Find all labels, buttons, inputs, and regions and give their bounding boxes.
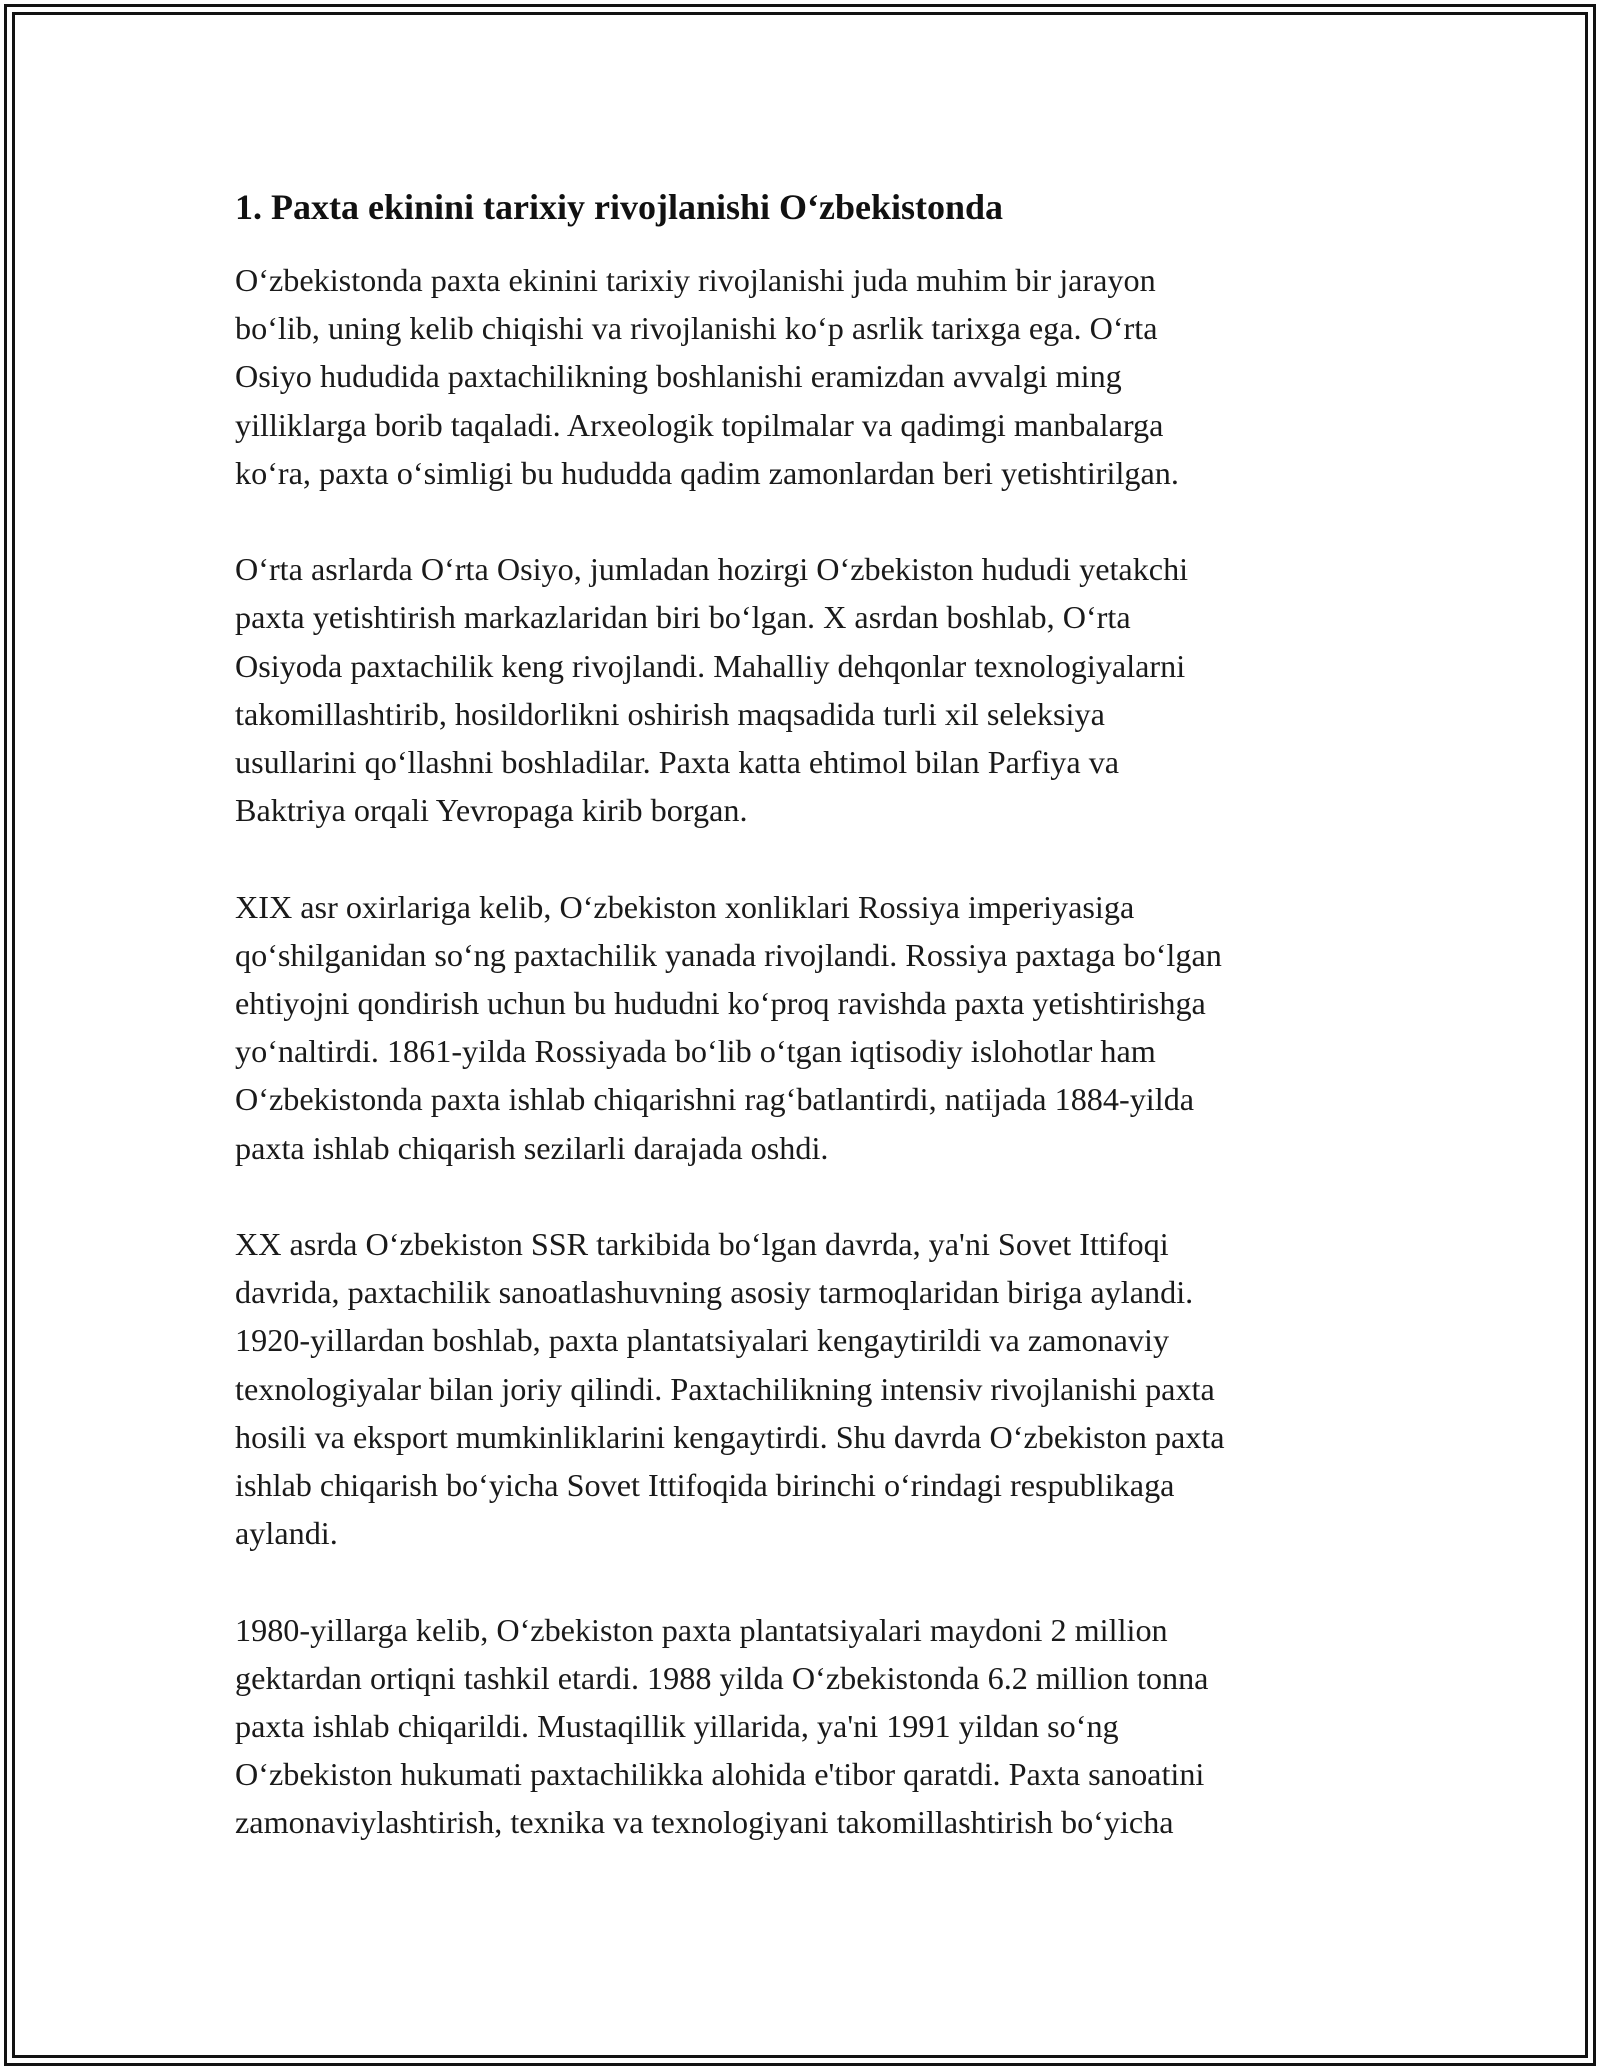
text-line: bo‘lib, uning kelib chiqishi va rivojlanishi ko‘p asrlik tarixga ega. O‘rta	[235, 310, 1158, 347]
document-body	[235, 184, 1375, 1895]
paragraph	[235, 1220, 1375, 1557]
text-line: O‘zbekistonda paxta ekinini tarixiy rivojlanishi juda muhim bir jarayon	[235, 262, 1156, 298]
text-line: usullarini qo‘llashni boshladilar. Paxta katta ehtimol bilan Parfiya va	[235, 744, 1120, 781]
paragraph	[235, 883, 1375, 1172]
section-heading: 1. Paxta ekinini tarixiy rivojlanishi O‘zbekistonda	[235, 187, 1004, 227]
text-line: XIX asr oxirlariga kelib, O‘zbekiston xonliklari Rossiya imperiyasiga	[235, 888, 1135, 925]
text-line: Osiyoda paxtachilik keng rivojlandi. Mahalliy dehqonlar texnologiyalarni	[235, 647, 1186, 684]
text-line: zamonaviylashtirish, texnika va texnologiyani takomillashtirish bo‘yicha	[235, 1804, 1174, 1841]
text-line: hosili va eksport mumkinliklarini kengaytirdi. Shu davrda O‘zbekiston paxta	[235, 1418, 1225, 1455]
text-line: XX asrda O‘zbekiston SSR tarkibida bo‘lgan davrda, ya'ni Sovet Ittifoqi	[235, 1226, 1169, 1263]
text-line: O‘rta asrlarda O‘rta Osiyo, jumladan hozirgi O‘zbekiston hududi yetakchi	[235, 551, 1189, 588]
text-line: paxta ishlab chiqarish sezilarli darajada oshdi.	[235, 1129, 829, 1166]
text-line: paxta yetishtirish markazlaridan biri bo‘lgan. X asrdan boshlab, O‘rta	[235, 599, 1131, 636]
text-line: takomillashtirib, hosildorlikni oshirish maqsadida turli xil seleksiya	[235, 695, 1105, 732]
text-line: O‘zbekiston hukumati paxtachilikka alohida e'tibor qaratdi. Paxta sanoatini	[235, 1756, 1205, 1793]
text-line: Osiyo hududida paxtachilikning boshlanishi eramizdan avvalgi ming	[235, 358, 1122, 395]
paragraph-list	[235, 256, 1375, 1847]
text-line: ehtiyojni qondirish uchun bu hududni ko‘proq ravishda paxta yetishtirishga	[235, 985, 1206, 1022]
text-line: texnologiyalar bilan joriy qilindi. Paxtachilikning intensiv rivojlanishi paxta	[235, 1370, 1215, 1407]
text-line: 1980-yillarga kelib, O‘zbekiston paxta plantatsiyalari maydoni 2 million	[235, 1611, 1168, 1648]
text-line: ishlab chiqarish bo‘yicha Sovet Ittifoqida birinchi o‘rindagi respublikaga	[235, 1467, 1175, 1504]
paragraph	[235, 1606, 1375, 1847]
text-line: Baktriya orqali Yevropaga kirib borgan.	[235, 792, 748, 829]
text-line: 1920-yillardan boshlab, paxta plantatsiyalari kengaytirildi va zamonaviy	[235, 1322, 1170, 1359]
text-line: gektardan ortiqni tashkil etardi. 1988 yilda O‘zbekistonda 6.2 million tonna	[235, 1659, 1209, 1696]
text-line: aylandi.	[235, 1515, 338, 1552]
text-line: paxta ishlab chiqarildi. Mustaqillik yillarida, ya'ni 1991 yildan so‘ng	[235, 1708, 1119, 1745]
text-line: davrida, paxtachilik sanoatlashuvning asosiy tarmoqlaridan biriga aylandi.	[235, 1274, 1194, 1311]
text-line: qo‘shilganidan so‘ng paxtachilik yanada rivojlandi. Rossiya paxtaga bo‘lgan	[235, 936, 1222, 973]
paragraph	[235, 256, 1375, 497]
text-line: yo‘naltirdi. 1861-yilda Rossiyada bo‘lib o‘tgan iqtisodiy islohotlar ham	[235, 1033, 1156, 1070]
text-line: O‘zbekistonda paxta ishlab chiqarishni rag‘batlantirdi, natijada 1884-yilda	[235, 1081, 1195, 1118]
text-line: ko‘ra, paxta o‘simligi bu hududda qadim zamonlardan beri yetishtirilgan.	[235, 454, 1179, 491]
paragraph	[235, 545, 1375, 834]
text-line: yilliklarga borib taqaladi. Arxeologik topilmalar va qadimgi manbalarga	[235, 406, 1164, 443]
